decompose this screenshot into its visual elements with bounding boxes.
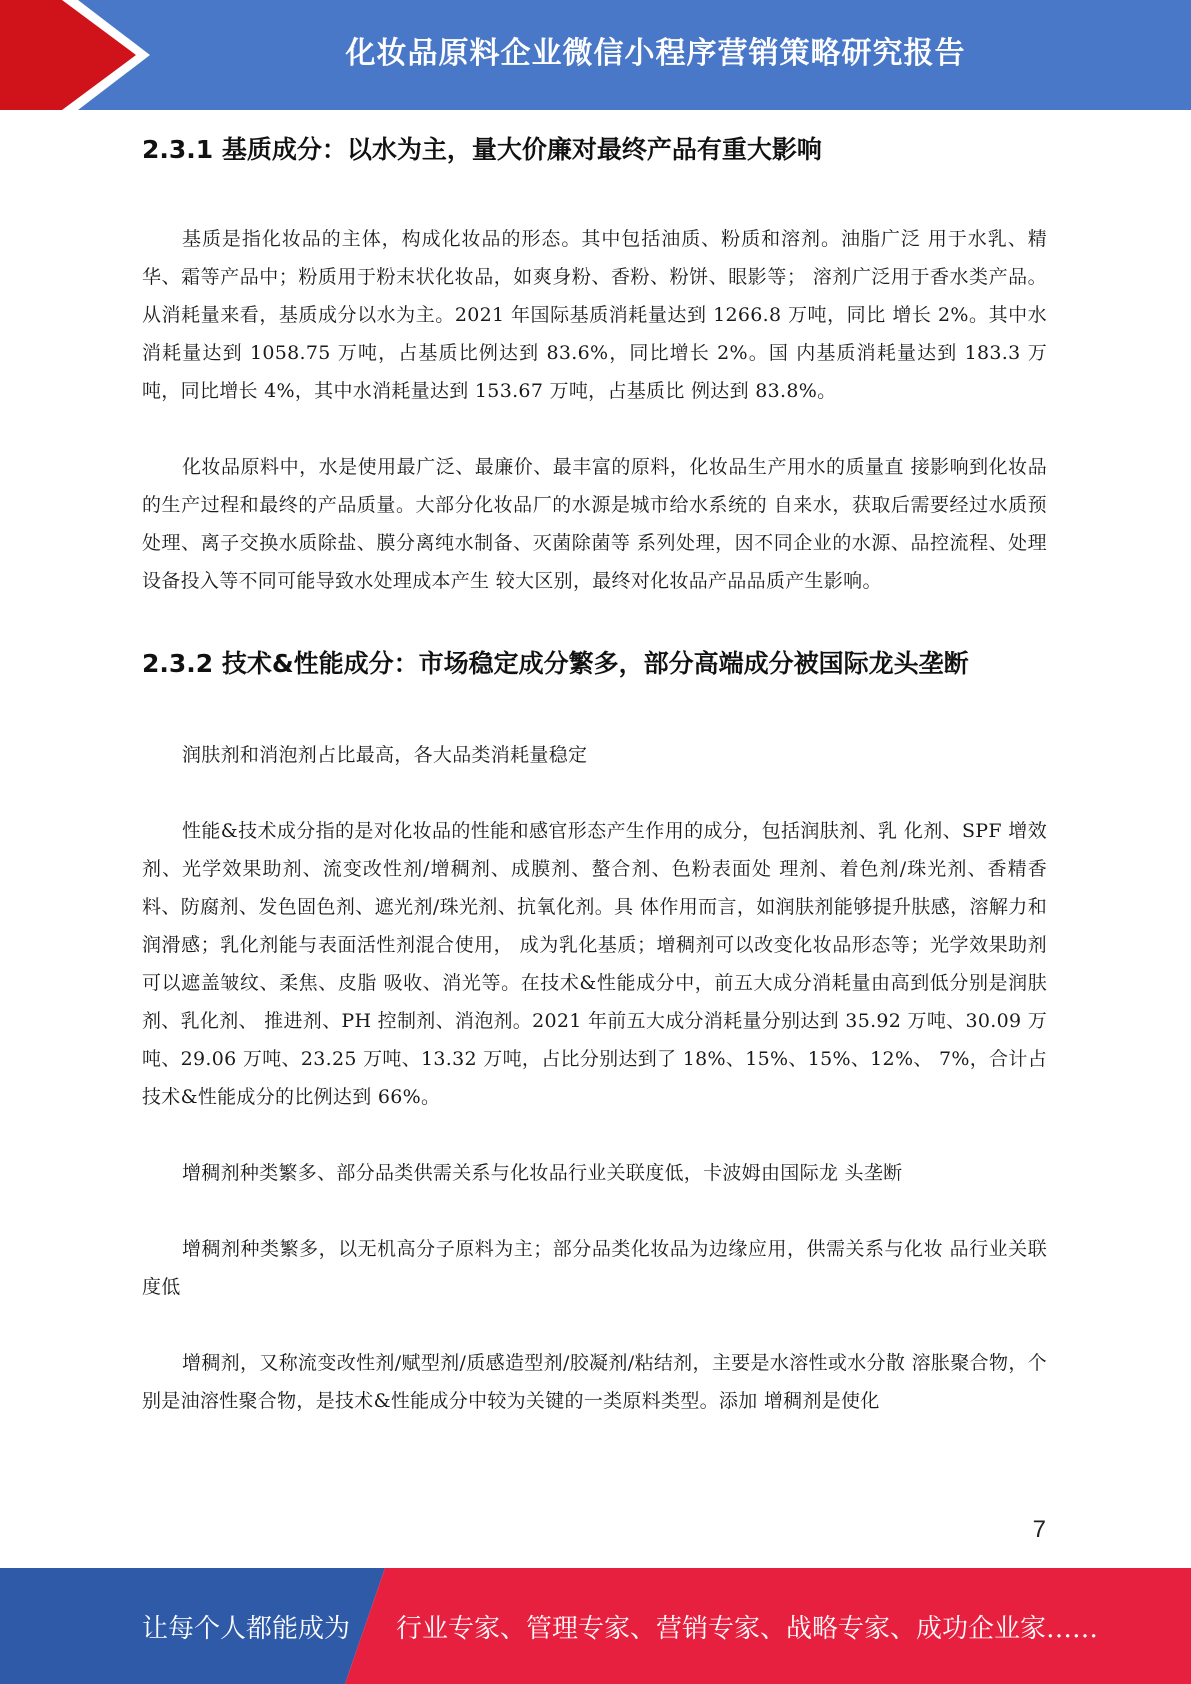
paragraph: 基质是指化妆品的主体，构成化妆品的形态。其中包括油质、粉质和溶剂。油脂广泛 用于水乳、精华、霜等产品中；粉质用于粉末状化妆品，如爽身粉、香粉、粉饼、眼影等； 溶剂广泛用于香水类产品。 从消耗量来看，基质成分以水为主。2021 年国际基质消耗量达到 1266.8 万吨，同比 增长 2%。其中水消耗量达到 1058.75 万吨，占基质比例达到 83.6%，同比增长 2%。国 内基质消耗量达到 183.3 万吨，同比增长 4%，其中水消耗量达到 153.67 万吨，占基质比 例达到 83.8%。 [142, 228, 1047, 402]
paragraph: 化妆品原料中，水是使用最广泛、最廉价、最丰富的原料，化妆品生产用水的质量直 接影响到化妆品的生产过程和最终的产品质量。大部分化妆品厂的水源是城市给水系统的 自来水，获取后需要经过水质预处理、离子交换水质除盐、膜分离纯水制备、灭菌除菌等 系列处理，因不同企业的水源、品控流程、处理设备投入等不同可能导致水处理成本产生 较大区别，最终对化妆品产品品质产生影响。 [142, 456, 1047, 592]
section-title-2-3-2: 2.3.2 技术&性能成分：市场稳定成分繁多，部分高端成分被国际龙头垄断 [142, 649, 969, 678]
paragraph: 增稠剂种类繁多，以无机高分子原料为主；部分品类化妆品为边缘应用，供需关系与化妆 品行业关联度低 [142, 1238, 1047, 1298]
header-title: 化妆品原料企业微信小程序营销策略研究报告 [345, 36, 966, 71]
page-footer [0, 1568, 1191, 1684]
section-title-2-3-1: 2.3.1 基质成分：以水为主，量大价廉对最终产品有重大影响 [142, 135, 822, 164]
page-header [0, 0, 1191, 110]
paragraph: 增稠剂，又称流变改性剂/赋型剂/质感造型剂/胶凝剂/粘结剂，主要是水溶性或水分散 溶胀聚合物，个别是油溶性聚合物，是技术&性能成分中较为关键的一类原料类型。添加 增稠剂是使化 [142, 1352, 1047, 1412]
paragraph: 性能&技术成分指的是对化妆品的性能和感官形态产生作用的成分，包括润肤剂、乳 化剂、SPF 增效剂、光学效果助剂、流变改性剂/增稠剂、成膜剂、螯合剂、色粉表面处 理剂、着色剂/珠光剂、香精香料、防腐剂、发色固色剂、遮光剂/珠光剂、抗氧化剂。具 体作用而言，如润肤剂能够提升肤感，溶解力和润滑感；乳化剂能与表面活性剂混合使用， 成为乳化基质；增稠剂可以改变化妆品形态等；光学效果助剂可以遮盖皱纹、柔焦、皮脂 吸收、消光等。在技术&性能成分中，前五大成分消耗量由高到低分别是润肤剂、乳化剂、 推进剂、PH 控制剂、消泡剂。2021 年前五大成分消耗量分别达到 35.92 万吨、30.09 万 吨、29.06 万吨、23.25 万吨、13.32 万吨，占比分别达到了 18%、15%、15%、12%、 7%，合计占技术&性能成分的比例达到 66%。 [142, 820, 1047, 1108]
page-number: 7 [1032, 1516, 1046, 1543]
paragraph: 增稠剂种类繁多、部分品类供需关系与化妆品行业关联度低，卡波姆由国际龙 头垄断 [182, 1162, 903, 1184]
footer-slogan-right: 行业专家、管理专家、营销专家、战略专家、成功企业家…… [396, 1614, 1099, 1644]
document-body [142, 126, 1047, 1420]
footer-slogan-left: 让每个人都能成为 [142, 1614, 351, 1644]
paragraph: 润肤剂和消泡剂占比最高，各大品类消耗量稳定 [182, 744, 588, 766]
